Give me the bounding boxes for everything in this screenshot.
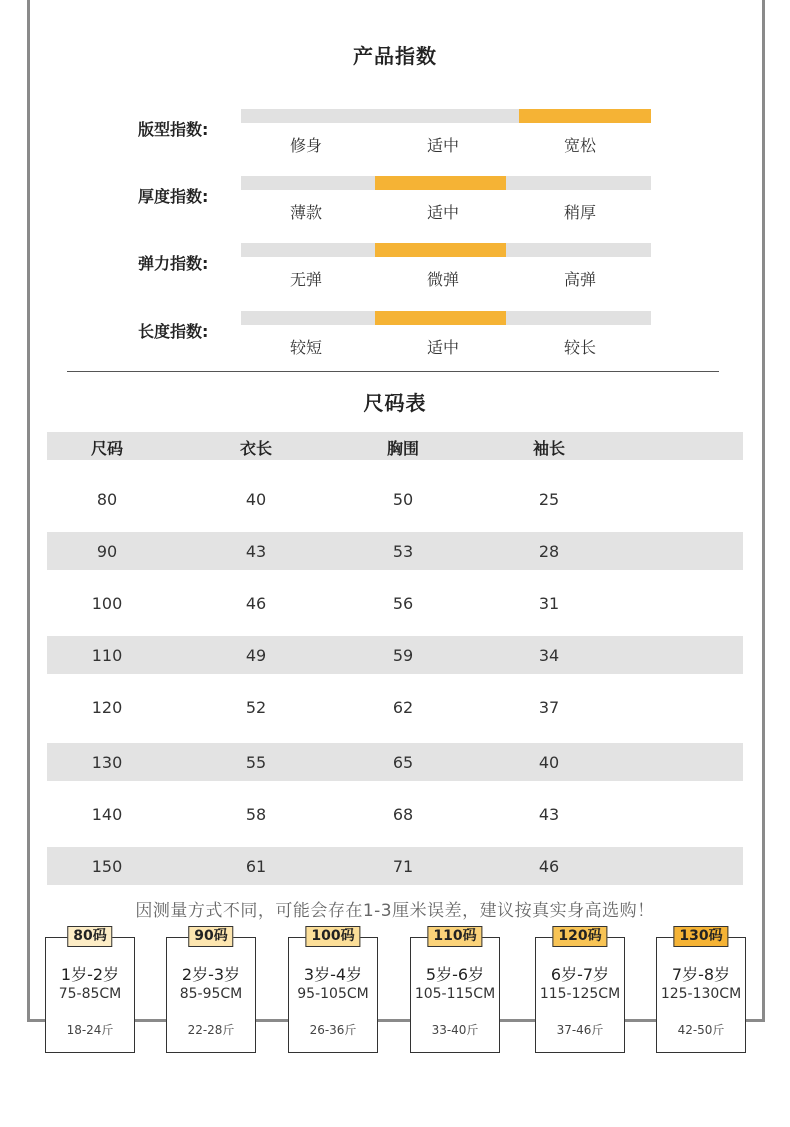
size-table-row [47, 460, 743, 532]
length-cell: 40 [245, 490, 267, 509]
index-option: 适中 [426, 203, 459, 222]
index-option: 宽松 [563, 136, 596, 155]
sleeve-cell: 34 [538, 646, 560, 665]
header-chest: 胸围 [386, 439, 419, 458]
index-row [0, 109, 790, 169]
index-option: 薄款 [289, 203, 322, 222]
age-range: 2岁-3岁 [181, 965, 241, 984]
sleeve-cell: 40 [538, 753, 560, 772]
chest-cell: 62 [392, 698, 414, 717]
index-bar-track [241, 311, 651, 325]
index-option: 适中 [426, 136, 459, 155]
length-cell: 43 [245, 542, 267, 561]
height-range: 105-115CM [414, 986, 496, 1002]
index-row [0, 243, 790, 303]
age-size-card [656, 928, 746, 1053]
section-divider [67, 371, 719, 372]
weight-range: 42-50斤 [677, 1023, 725, 1037]
size-table-row [47, 743, 743, 781]
index-bar-track [241, 243, 651, 257]
weight-range: 37-46斤 [556, 1023, 604, 1037]
sleeve-cell: 28 [538, 542, 560, 561]
header-length: 衣长 [239, 439, 272, 458]
index-row [0, 176, 790, 236]
index-bar-highlight [519, 109, 651, 123]
height-range: 85-95CM [179, 986, 243, 1002]
size-cell: 130 [91, 753, 123, 772]
age-size-card [45, 928, 135, 1053]
size-cell: 90 [96, 542, 118, 561]
size-cell: 100 [91, 594, 123, 613]
index-label: 版型指数: [138, 120, 209, 139]
length-cell: 52 [245, 698, 267, 717]
size-cell: 140 [91, 805, 123, 824]
height-range: 115-125CM [539, 986, 621, 1002]
weight-range: 18-24斤 [66, 1023, 114, 1037]
size-table-row [47, 570, 743, 636]
index-bar-highlight [375, 243, 506, 257]
chest-cell: 50 [392, 490, 414, 509]
age-range: 6岁-7岁 [550, 965, 610, 984]
age-range: 1岁-2岁 [60, 965, 120, 984]
index-option: 较短 [289, 338, 322, 357]
sleeve-cell: 31 [538, 594, 560, 613]
size-table-row [47, 674, 743, 740]
index-option: 稍厚 [563, 203, 596, 222]
size-cell: 110 [91, 646, 123, 665]
size-tag: 110码 [427, 926, 482, 947]
header-size: 尺码 [90, 439, 123, 458]
weight-range: 22-28斤 [187, 1023, 235, 1037]
chest-cell: 53 [392, 542, 414, 561]
index-option: 高弹 [563, 270, 596, 289]
sleeve-cell: 43 [538, 805, 560, 824]
index-bar-highlight [375, 311, 506, 325]
index-bar-track [241, 176, 651, 190]
size-tag: 100码 [305, 926, 360, 947]
size-tag: 90码 [188, 926, 233, 947]
sleeve-cell: 25 [538, 490, 560, 509]
weight-range: 33-40斤 [431, 1023, 479, 1037]
length-cell: 46 [245, 594, 267, 613]
size-table-row [47, 781, 743, 847]
height-range: 95-105CM [297, 986, 369, 1002]
index-label: 厚度指数: [138, 187, 209, 206]
size-table-row [47, 532, 743, 570]
index-option: 微弹 [426, 270, 459, 289]
height-range: 125-130CM [660, 986, 742, 1002]
index-option: 较长 [563, 338, 596, 357]
header-sleeve: 袖长 [532, 439, 565, 458]
sleeve-cell: 46 [538, 857, 560, 876]
measurement-note: 因测量方式不同，可能会存在1-3厘米误差，建议按真实身高选购！ [135, 901, 655, 921]
age-range: 5岁-6岁 [425, 965, 485, 984]
size-table-row [47, 847, 743, 885]
height-range: 75-85CM [58, 986, 122, 1002]
weight-range: 26-36斤 [309, 1023, 357, 1037]
chest-cell: 68 [392, 805, 414, 824]
length-cell: 61 [245, 857, 267, 876]
length-cell: 49 [245, 646, 267, 665]
index-option: 修身 [289, 136, 322, 155]
length-cell: 58 [245, 805, 267, 824]
age-size-card [166, 928, 256, 1053]
size-cell: 120 [91, 698, 123, 717]
size-cell: 150 [91, 857, 123, 876]
age-size-card [410, 928, 500, 1053]
size-cell: 80 [96, 490, 118, 509]
size-tag: 120码 [552, 926, 607, 947]
chest-cell: 65 [392, 753, 414, 772]
index-label: 弹力指数: [138, 254, 209, 273]
size-table-row [47, 636, 743, 674]
index-option: 适中 [426, 338, 459, 357]
index-label: 长度指数: [138, 322, 209, 341]
age-range: 7岁-8岁 [671, 965, 731, 984]
age-range: 3岁-4岁 [303, 965, 363, 984]
index-row [0, 311, 790, 371]
size-table-header [47, 432, 743, 460]
index-option: 无弹 [289, 270, 322, 289]
size-tag: 80码 [67, 926, 112, 947]
chest-cell: 59 [392, 646, 414, 665]
frame-bottom-border [27, 1019, 765, 1022]
length-cell: 55 [245, 753, 267, 772]
size-table-title: 尺码表 [363, 391, 427, 415]
chest-cell: 56 [392, 594, 414, 613]
index-bar-track [241, 109, 651, 123]
age-size-card [535, 928, 625, 1053]
product-index-title: 产品指数 [353, 44, 437, 68]
chest-cell: 71 [392, 857, 414, 876]
size-tag: 130码 [673, 926, 728, 947]
age-size-card [288, 928, 378, 1053]
index-bar-highlight [375, 176, 506, 190]
sleeve-cell: 37 [538, 698, 560, 717]
